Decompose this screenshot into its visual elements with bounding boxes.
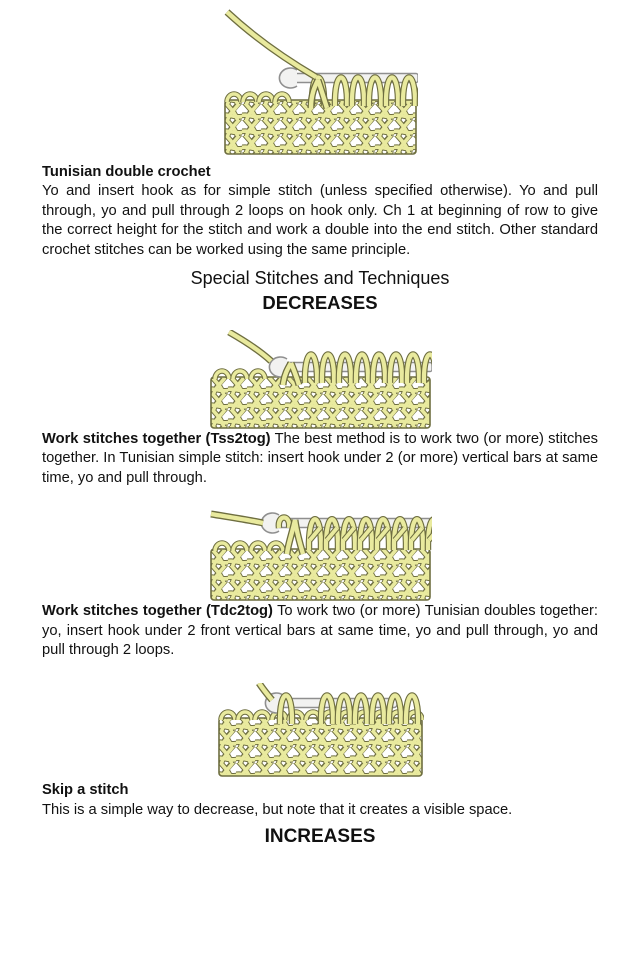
- paragraph-tunisian-double: Yo and insert hook as for simple stitch (unless specified otherwise). Yo and pull through, yo and pull through 2 loops on hook only. Ch 1 at beginning of row to give the correct height for the stitch and work a double into the end stitch. Other standard crochet stitches can be worked using the same principle.: [42, 183, 598, 258]
- heading-increases: INCREASES: [264, 826, 376, 848]
- fabric-swatch: [211, 377, 430, 428]
- tss2tog-body: The best method is to work two (or more) stitches together. In Tunisian simple stitch: insert hook under 2 (or more) vertical bars at same time, yo and pull through.: [42, 431, 598, 486]
- yarn-tail: [227, 12, 316, 77]
- paragraph-tdc2tog: [42, 602, 598, 660]
- yarn-tail: [211, 514, 263, 523]
- yarn-tail: [259, 683, 272, 700]
- yarn-tail: [229, 332, 271, 361]
- heading-special-stitches: Special Stitches and Techniques: [190, 268, 450, 289]
- fabric-swatch: [225, 100, 416, 154]
- heading-tunisian-double: Tunisian double crochet: [42, 164, 211, 180]
- figure-skip-stitch: [42, 683, 598, 778]
- figure-tunisian-double: [42, 8, 598, 156]
- tunisian-double-crochet-diagram: [223, 8, 418, 156]
- heading-skip-stitch: Skip a stitch: [42, 782, 129, 799]
- paragraph-tss2tog: [42, 430, 598, 488]
- tss2tog-diagram: [209, 330, 432, 430]
- fabric-swatch: [219, 718, 422, 776]
- heading-decreases: DECREASES: [262, 292, 378, 314]
- fabric-swatch: [211, 549, 430, 600]
- tdc2tog-lead: Work stitches together (Tdc2tog): [42, 603, 273, 620]
- loops-on-hook: [308, 520, 431, 551]
- paragraph-skip-stitch: This is a simple way to decrease, but note that it creates a visible space.: [42, 801, 513, 818]
- figure-tdc2tog: [42, 502, 598, 602]
- tdc2tog-body: To work two (or more) Tunisian doubles together: yo, insert hook under 2 front vertical bars at same time, yo and pull through, yo and pull through 2 loops.: [42, 603, 598, 659]
- figure-tss2tog: [42, 330, 598, 430]
- tss2tog-lead: Work stitches together (Tss2tog): [42, 431, 271, 448]
- tdc2tog-diagram: [209, 502, 432, 602]
- skip-a-stitch-diagram: [217, 683, 424, 778]
